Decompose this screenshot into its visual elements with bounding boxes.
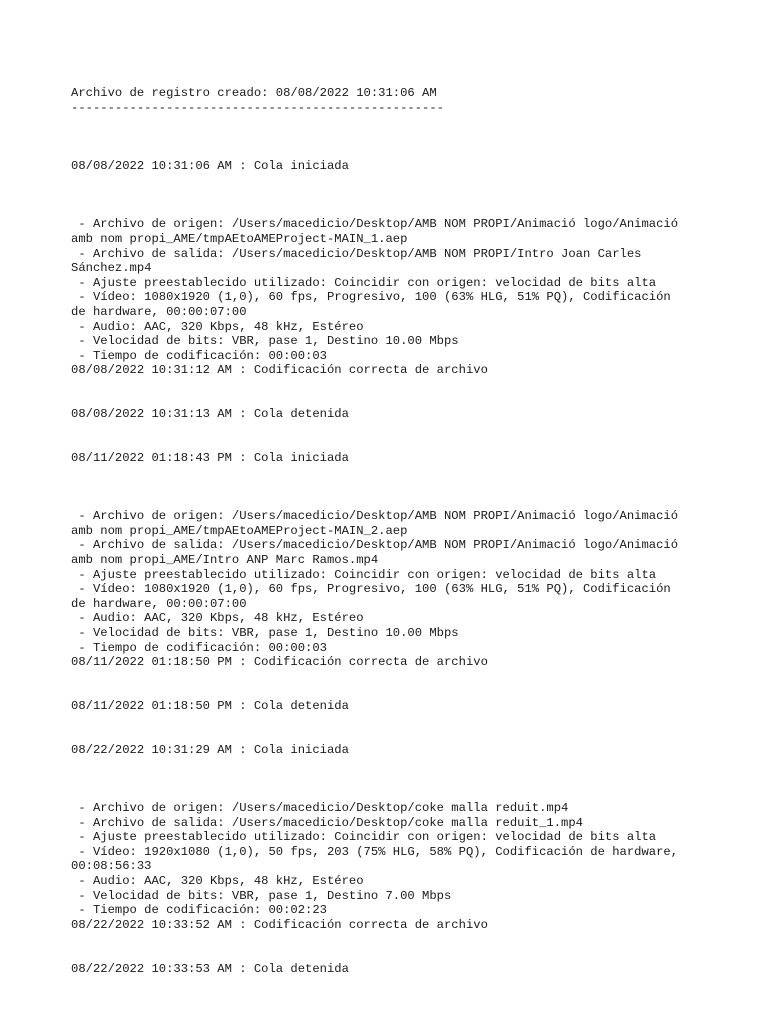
- source-file-line: - Archivo de origen: /Users/macedicio/Desktop/AMB NOM PROPI/Animació logo/Animació: [71, 217, 679, 232]
- output-file-line-cont: Sánchez.mp4: [71, 261, 152, 276]
- output-file-line-cont: amb nom propi_AME/Intro ANP Marc Ramos.mp4: [71, 553, 379, 567]
- source-file-line-cont: amb nom propi_AME/tmpAEtoAMEProject-MAIN_2.aep: [71, 523, 408, 538]
- queue-started-line: 08/08/2022 10:31:06 AM : Cola iniciada: [71, 158, 349, 173]
- preset-line: - Ajuste preestablecido utilizado: Coincidir con origen: velocidad de bits alta: [71, 830, 657, 845]
- preset-line: - Ajuste preestablecido utilizado: Coincidir con origen: velocidad de bits alta: [71, 275, 657, 290]
- video-line-cont: de hardware, 00:00:07:00: [71, 596, 247, 611]
- encode-success-line: 08/08/2022 10:31:12 AM : Codificación correcta de archivo: [71, 363, 488, 378]
- encode-success-line: 08/11/2022 01:18:50 PM : Codificación correcta de archivo: [71, 655, 488, 670]
- encode-time-line: - Tiempo de codificación: 00:00:03: [71, 348, 327, 363]
- audio-line: - Audio: AAC, 320 Kbps, 48 kHz, Estéreo: [71, 319, 364, 334]
- bitrate-line: - Velocidad de bits: VBR, pase 1, Destino 10.00 Mbps: [71, 334, 459, 349]
- audio-line: - Audio: AAC, 320 Kbps, 48 kHz, Estéreo: [71, 874, 364, 889]
- output-file-line: - Archivo de salida: /Users/macedicio/Desktop/AMB NOM PROPI/Intro Joan Carles: [71, 246, 642, 261]
- encode-time-line: - Tiempo de codificación: 00:00:03: [71, 640, 327, 655]
- video-line: - Vídeo: 1080x1920 (1,0), 60 fps, Progresivo, 100 (63% HLG, 51% PQ), Codificación: [71, 582, 671, 597]
- queue-stopped-line: 08/22/2022 10:33:53 AM : Cola detenida: [71, 961, 349, 976]
- queue-started-line: 08/11/2022 01:18:43 PM : Cola iniciada: [71, 450, 349, 465]
- video-line-cont: 00:08:56:33: [71, 859, 152, 874]
- log-created-line: Archivo de registro creado: 08/08/2022 10:31:06 AM: [71, 86, 437, 100]
- source-file-line: - Archivo de origen: /Users/macedicio/Desktop/AMB NOM PROPI/Animació logo/Animació: [71, 509, 679, 524]
- encode-success-line: 08/22/2022 10:33:52 AM : Codificación correcta de archivo: [71, 917, 488, 932]
- queue-stopped-line: 08/08/2022 10:31:13 AM : Cola detenida: [71, 407, 349, 422]
- audio-line: - Audio: AAC, 320 Kbps, 48 kHz, Estéreo: [71, 611, 364, 626]
- separator-line: ---------------------------------------------------: [71, 100, 444, 115]
- preset-line: - Ajuste preestablecido utilizado: Coincidir con origen: velocidad de bits alta: [71, 567, 657, 582]
- video-line: - Vídeo: 1080x1920 (1,0), 60 fps, Progresivo, 100 (63% HLG, 51% PQ), Codificación: [71, 290, 671, 305]
- queue-stopped-line: 08/11/2022 01:18:50 PM : Cola detenida: [71, 698, 349, 713]
- source-file-line: - Archivo de origen: /Users/macedicio/Desktop/coke malla reduit.mp4: [71, 801, 569, 816]
- source-file-line-cont: amb nom propi_AME/tmpAEtoAMEProject-MAIN_1.aep: [71, 231, 408, 246]
- video-line: - Vídeo: 1920x1080 (1,0), 50 fps, 203 (75% HLG, 58% PQ), Codificación de hardware,: [71, 844, 679, 859]
- bitrate-line: - Velocidad de bits: VBR, pase 1, Destino 10.00 Mbps: [71, 625, 459, 640]
- output-file-line: - Archivo de salida: /Users/macedicio/Desktop/coke malla reduit_1.mp4: [71, 815, 583, 830]
- encode-time-line: - Tiempo de codificación: 00:02:23: [71, 903, 327, 918]
- bitrate-line: - Velocidad de bits: VBR, pase 1, Destino 7.00 Mbps: [71, 888, 452, 903]
- log-document: [71, 86, 731, 976]
- output-file-line: - Archivo de salida: /Users/macedicio/Desktop/AMB NOM PROPI/Animació logo/Animació: [71, 538, 679, 553]
- video-line-cont: de hardware, 00:00:07:00: [71, 304, 247, 319]
- queue-started-line: 08/22/2022 10:31:29 AM : Cola iniciada: [71, 742, 349, 757]
